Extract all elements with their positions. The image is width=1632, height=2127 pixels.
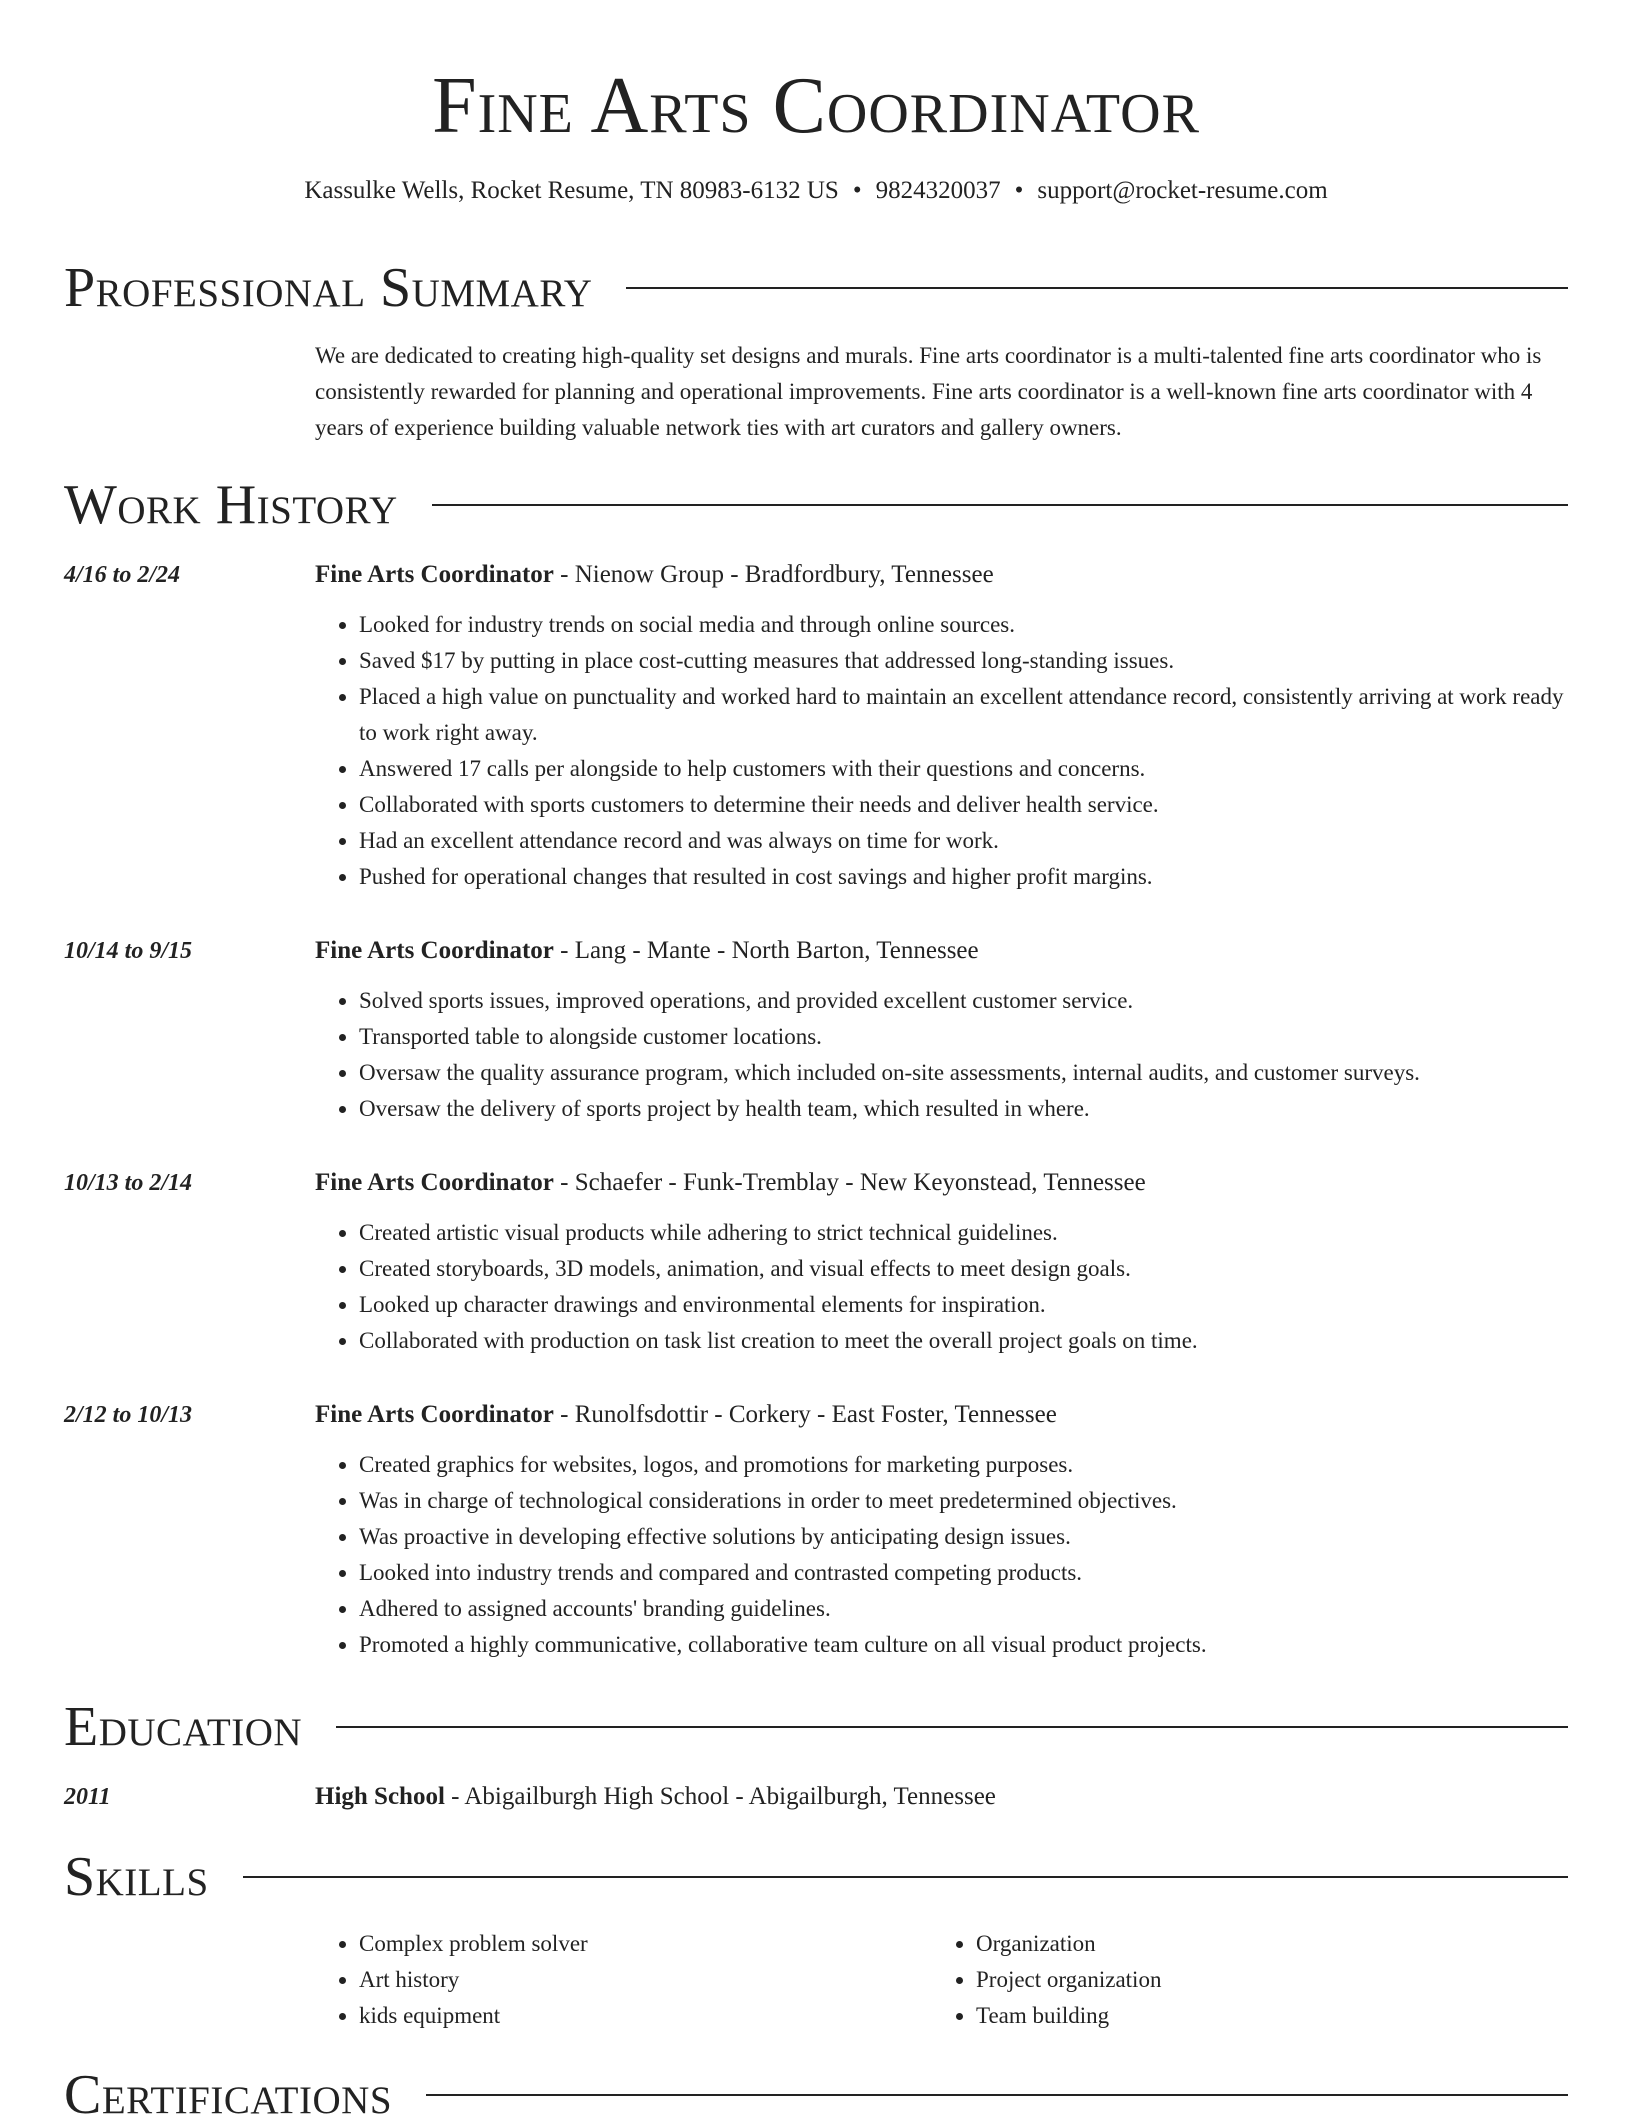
job-bullet: • Answered 17 calls per alongside to help customers with their questions and concerns.	[359, 751, 1568, 787]
section-divider	[426, 2094, 1568, 2096]
section-title: Work History	[64, 474, 398, 536]
job-employer: - Schaefer - Funk-Tremblay - New Keyonstead, Tennessee	[553, 1169, 1146, 1196]
skills-column	[315, 1926, 929, 2034]
resume-name: Fine Arts Coordinator	[432, 62, 1200, 150]
section-title: Skills	[64, 1846, 209, 1908]
education-date: 2011	[64, 1784, 111, 1810]
job-date: 2/12 to 10/13	[64, 1402, 193, 1428]
contact-address: Kassulke Wells, Rocket Resume, TN 80983-6132 US	[304, 177, 839, 204]
job-bullet: • Placed a high value on punctuality and worked hard to maintain an excellent attendance record, consistently arriving at work ready to work right away.	[359, 679, 1568, 751]
section-professional-summary	[64, 256, 1568, 320]
job-title: Fine Arts Coordinator	[315, 561, 554, 588]
skill-item: • Project organization	[976, 1962, 1546, 1998]
section-divider	[336, 1726, 1568, 1728]
job-title-line	[315, 1165, 1568, 1201]
skill-item: • Team building	[976, 1998, 1546, 2034]
job-bullet: • Collaborated with sports customers to determine their needs and deliver health service.	[359, 787, 1568, 823]
section-title: Certifications	[64, 2064, 393, 2126]
job-employer: - Runolfsdottir - Corkery - East Foster, Tennessee	[553, 1401, 1057, 1428]
job-bullet: • Transported table to alongside customer locations.	[359, 1019, 1568, 1055]
job-bullet: • Collaborated with production on task list creation to meet the overall project goals on time.	[359, 1323, 1568, 1359]
section-divider	[432, 504, 1568, 506]
job-date: 4/16 to 2/24	[64, 562, 181, 588]
job-employer: - Lang - Mante - North Barton, Tennessee	[553, 937, 979, 964]
job-bullets	[315, 607, 1568, 895]
summary-text: We are dedicated to creating high-quality set designs and murals. Fine arts coordinator is a multi-talented fine arts coordinator who is consistently rewarded for planning and operational improvements. Fine arts coordinator is a well-known fine arts coordinator with 4 years of experience building valuable network ties with art curators and gallery owners.	[315, 343, 1542, 440]
job-title-line	[315, 933, 1568, 969]
section-work-history	[64, 473, 1568, 537]
contact-line	[0, 174, 1632, 208]
job-bullet: • Looked for industry trends on social media and through online sources.	[359, 607, 1568, 643]
job-employer: - Nienow Group - Bradfordbury, Tennessee	[553, 561, 994, 588]
skill-item: • Complex problem solver	[359, 1926, 929, 1962]
job-bullet: • Looked into industry trends and compared and contrasted competing products.	[359, 1555, 1568, 1591]
skill-item: • Organization	[976, 1926, 1546, 1962]
section-divider	[243, 1876, 1568, 1878]
job-title: Fine Arts Coordinator	[315, 1169, 554, 1196]
job-bullet: • Created storyboards, 3D models, animation, and visual effects to meet design goals.	[359, 1251, 1568, 1287]
job-bullets	[315, 1215, 1568, 1359]
section-title: Professional Summary	[64, 257, 593, 319]
job-title-line	[315, 1397, 1568, 1433]
job-date: 10/14 to 9/15	[64, 938, 193, 964]
job-bullet: • Adhered to assigned accounts' branding guidelines.	[359, 1591, 1568, 1627]
job-bullet: • Had an excellent attendance record and was always on time for work.	[359, 823, 1568, 859]
job-bullet: • Oversaw the delivery of sports project by health team, which resulted in where.	[359, 1091, 1568, 1127]
job-bullet: • Oversaw the quality assurance program, which included on-site assessments, internal audits, and customer surveys.	[359, 1055, 1568, 1091]
job-bullet: • Was in charge of technological considerations in order to meet predetermined objectives.	[359, 1483, 1568, 1519]
education-degree: High School	[315, 1783, 445, 1810]
contact-separator: •	[1014, 177, 1024, 204]
skill-item: • Art history	[359, 1962, 929, 1998]
job-bullet: • Was proactive in developing effective solutions by anticipating design issues.	[359, 1519, 1568, 1555]
skill-item: • kids equipment	[359, 1998, 929, 2034]
job-bullet: • Solved sports issues, improved operations, and provided excellent customer service.	[359, 983, 1568, 1019]
section-education	[64, 1695, 1568, 1759]
job-bullet: • Saved $17 by putting in place cost-cutting measures that addressed long-standing issues.	[359, 643, 1568, 679]
section-title: Education	[64, 1696, 303, 1758]
section-divider	[626, 287, 1568, 289]
job-bullet: • Promoted a highly communicative, collaborative team culture on all visual product projects.	[359, 1627, 1568, 1663]
education-line	[315, 1779, 1568, 1815]
job-bullets	[315, 983, 1568, 1127]
job-date: 10/13 to 2/14	[64, 1170, 193, 1196]
education-school: - Abigailburgh High School - Abigailburgh, Tennessee	[444, 1783, 996, 1810]
job-bullet: • Created artistic visual products while adhering to strict technical guidelines.	[359, 1215, 1568, 1251]
job-title: Fine Arts Coordinator	[315, 1401, 554, 1428]
section-skills	[64, 1845, 1568, 1909]
skills-column	[932, 1926, 1546, 2034]
contact-separator: •	[852, 177, 862, 204]
job-bullets	[315, 1447, 1568, 1663]
contact-phone: 9824320037	[875, 177, 1001, 204]
job-title: Fine Arts Coordinator	[315, 937, 554, 964]
job-bullet: • Created graphics for websites, logos, and promotions for marketing purposes.	[359, 1447, 1568, 1483]
job-bullet: • Pushed for operational changes that resulted in cost savings and higher profit margins.	[359, 859, 1568, 895]
job-title-line	[315, 557, 1568, 593]
contact-email: support@rocket-resume.com	[1037, 177, 1328, 204]
section-certifications	[64, 2063, 1568, 2127]
job-bullet: • Looked up character drawings and environmental elements for inspiration.	[359, 1287, 1568, 1323]
